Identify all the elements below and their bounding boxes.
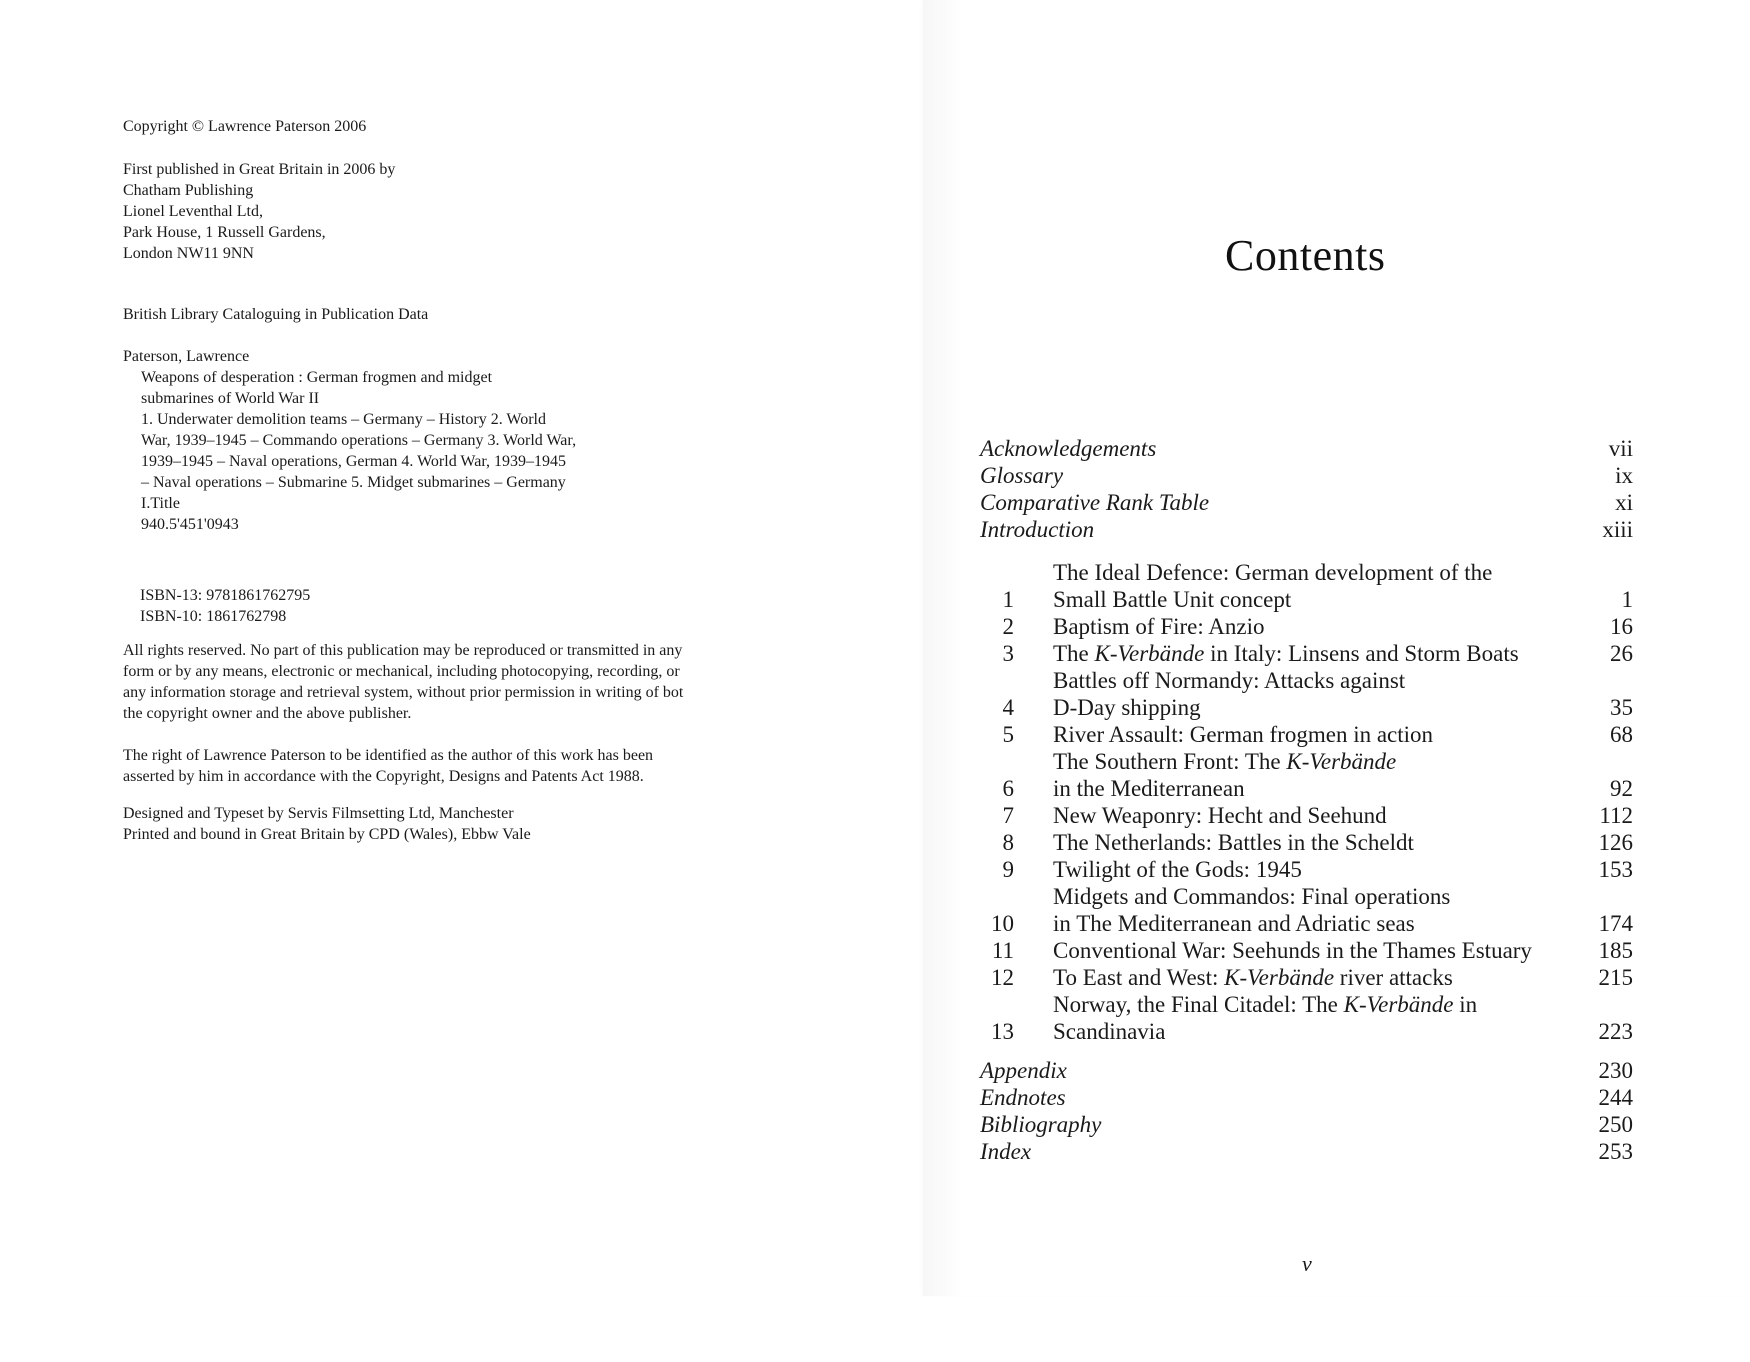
isbn-13: ISBN-13: 9781861762795 bbox=[140, 587, 311, 604]
moral-rights-line: asserted by him in accordance with the Copyright, Designs and Patents Act 1988. bbox=[123, 768, 644, 785]
chapter-number-cell bbox=[980, 856, 1053, 883]
chapter-page: 153 bbox=[1598, 857, 1633, 882]
chapter-number: 5 bbox=[1002, 722, 1014, 747]
chapter-title-text: The Southern Front: The bbox=[1053, 749, 1287, 774]
toc-chapter-8[interactable] bbox=[980, 829, 1633, 856]
chapter-number: 9 bbox=[1002, 857, 1014, 882]
chapter-page: 16 bbox=[1610, 614, 1633, 639]
chapter-number-cell bbox=[980, 775, 1053, 802]
chapter-title-line-1 bbox=[1053, 856, 1573, 883]
cip-line: 940.5'451'0943 bbox=[141, 516, 239, 533]
chapter-title-line-1 bbox=[1053, 883, 1573, 910]
chapter-title bbox=[1053, 559, 1573, 613]
toc-chapter-6[interactable] bbox=[980, 748, 1633, 802]
chapter-title bbox=[1053, 667, 1573, 721]
chapter-title-text: Conventional War: Seehunds in the Thames Estuary bbox=[1053, 938, 1532, 963]
cip-line: – Naval operations – Submarine 5. Midget submarines – Germany bbox=[141, 474, 566, 491]
chapter-title bbox=[1053, 802, 1573, 829]
chapter-title-line-1 bbox=[1053, 667, 1573, 694]
chapter-number: 4 bbox=[1002, 695, 1014, 720]
toc-entry-bibliography[interactable] bbox=[980, 1111, 1633, 1138]
chapter-title-text: in Italy: Linsens and Storm Boats bbox=[1204, 641, 1519, 666]
cip-heading bbox=[123, 304, 428, 325]
toc-entry-title: Index bbox=[980, 1139, 1032, 1164]
chapter-title-line-1 bbox=[1053, 559, 1573, 586]
toc-entry-title: Appendix bbox=[980, 1058, 1067, 1083]
toc-chapter-10[interactable] bbox=[980, 883, 1633, 937]
chapter-title-text: Norway, the Final Citadel: The bbox=[1053, 992, 1344, 1017]
toc-entry-title: Acknowledgements bbox=[980, 436, 1157, 461]
chapter-number: 13 bbox=[991, 1019, 1014, 1044]
chapter-title-emphasis: K-Verbände bbox=[1343, 992, 1454, 1017]
rights-line: the copyright owner and the above publisher. bbox=[123, 705, 412, 722]
cip-line: Weapons of desperation : German frogmen and midget bbox=[141, 369, 493, 386]
chapter-title bbox=[1053, 829, 1573, 856]
chapter-page: 174 bbox=[1598, 911, 1633, 936]
chapter-number-cell bbox=[980, 937, 1053, 964]
chapter-title-line-2: Small Battle Unit concept bbox=[1053, 587, 1292, 612]
chapter-title-text: New Weaponry: Hecht and Seehund bbox=[1053, 803, 1387, 828]
chapter-title bbox=[1053, 964, 1573, 991]
toc-entry-page: ix bbox=[1615, 463, 1633, 488]
chapter-title-line-1 bbox=[1053, 937, 1573, 964]
chapter-page: 112 bbox=[1599, 803, 1633, 828]
chapter-title-text: The Netherlands: Battles in the Scheldt bbox=[1053, 830, 1414, 855]
chapter-page: 68 bbox=[1610, 722, 1633, 747]
chapter-title-text: The bbox=[1053, 641, 1095, 666]
chapter-title-emphasis: K-Verbände bbox=[1224, 965, 1335, 990]
cip-record bbox=[123, 346, 576, 535]
toc-entry-page: 250 bbox=[1598, 1112, 1633, 1137]
chapter-title-line-2: Scandinavia bbox=[1053, 1019, 1166, 1044]
chapter-number-cell bbox=[980, 721, 1053, 748]
chapter-number-cell bbox=[980, 1018, 1053, 1045]
isbn-block bbox=[140, 585, 310, 627]
chapter-number: 1 bbox=[1002, 587, 1014, 612]
toc-entry-page: xiii bbox=[1602, 517, 1633, 542]
chapter-title-text: river attacks bbox=[1334, 965, 1453, 990]
publisher-line: Chatham Publishing bbox=[123, 182, 254, 199]
chapter-page: 223 bbox=[1598, 1019, 1633, 1044]
chapter-title-line-2: in the Mediterranean bbox=[1053, 776, 1245, 801]
cip-line: I.Title bbox=[141, 495, 180, 512]
cip-line: 1939–1945 – Naval operations, German 4. World War, 1939–1945 bbox=[141, 453, 567, 470]
toc-entry-acknowledgements[interactable] bbox=[980, 435, 1633, 462]
toc-entry-page: vii bbox=[1608, 436, 1633, 461]
chapter-title bbox=[1053, 748, 1573, 802]
chapter-title bbox=[1053, 856, 1573, 883]
chapter-title-text: River Assault: German frogmen in action bbox=[1053, 722, 1434, 747]
chapter-title-line-1 bbox=[1053, 748, 1573, 775]
toc-chapters bbox=[980, 559, 1633, 1045]
publisher-line: Park House, 1 Russell Gardens, bbox=[123, 224, 326, 241]
chapter-title-text: Midgets and Commandos: Final operations bbox=[1053, 884, 1451, 909]
rights-line: All rights reserved. No part of this publication may be reproduced or transmitted in any bbox=[123, 642, 683, 659]
chapter-title-text: Battles off Normandy: Attacks against bbox=[1053, 668, 1406, 693]
toc-chapter-12[interactable] bbox=[980, 964, 1633, 991]
chapter-page: 1 bbox=[1621, 587, 1633, 612]
chapter-title-text: To East and West: bbox=[1053, 965, 1225, 990]
chapter-title-line-1 bbox=[1053, 964, 1573, 991]
production-line: Printed and bound in Great Britain by CPD (Wales), Ebbw Vale bbox=[123, 826, 531, 843]
toc-chapter-2[interactable] bbox=[980, 613, 1633, 640]
chapter-title-line-2: D-Day shipping bbox=[1053, 695, 1201, 720]
rights-line: any information storage and retrieval system, without prior permission in writing of bot bbox=[123, 684, 684, 701]
publisher-line: First published in Great Britain in 2006 by bbox=[123, 161, 396, 178]
toc-entry-page: 253 bbox=[1598, 1139, 1633, 1164]
chapter-title-line-1 bbox=[1053, 802, 1573, 829]
cip-line: submarines of World War II bbox=[141, 390, 320, 407]
chapter-number: 12 bbox=[991, 965, 1014, 990]
publisher-line: Lionel Leventhal Ltd, bbox=[123, 203, 263, 220]
chapter-number: 7 bbox=[1002, 803, 1014, 828]
chapter-page: 92 bbox=[1610, 776, 1633, 801]
toc-chapter-5[interactable] bbox=[980, 721, 1633, 748]
chapter-title bbox=[1053, 721, 1573, 748]
production-line: Designed and Typeset by Servis Filmsetting Ltd, Manchester bbox=[123, 805, 514, 822]
chapter-page: 26 bbox=[1610, 641, 1633, 666]
toc-front-matter bbox=[980, 435, 1633, 543]
toc-chapter-7[interactable] bbox=[980, 802, 1633, 829]
chapter-title-emphasis: K-Verbände bbox=[1286, 749, 1397, 774]
copyright-notice bbox=[123, 116, 366, 137]
chapter-title-emphasis: K-Verbände bbox=[1094, 641, 1205, 666]
cip-author: Paterson, Lawrence bbox=[123, 348, 250, 365]
isbn-10: ISBN-10: 1861762798 bbox=[140, 608, 287, 625]
chapter-number-cell bbox=[980, 829, 1053, 856]
chapter-title-line-2: in The Mediterranean and Adriatic seas bbox=[1053, 911, 1415, 936]
toc-entry-glossary[interactable] bbox=[980, 462, 1633, 489]
toc-entry-title: Endnotes bbox=[980, 1085, 1066, 1110]
toc-chapter-13[interactable] bbox=[980, 991, 1633, 1045]
toc-entry-title: Bibliography bbox=[980, 1112, 1102, 1137]
chapter-title-line-1 bbox=[1053, 640, 1573, 667]
chapter-number: 2 bbox=[1002, 614, 1014, 639]
page-title: Contents bbox=[1225, 231, 1386, 280]
toc-entry-comparative-rank-table[interactable] bbox=[980, 489, 1633, 516]
toc-chapter-4[interactable] bbox=[980, 667, 1633, 721]
chapter-title-text: Baptism of Fire: Anzio bbox=[1053, 614, 1265, 639]
chapter-number-cell bbox=[980, 802, 1053, 829]
toc-chapter-3[interactable] bbox=[980, 640, 1633, 667]
chapter-number-cell bbox=[980, 910, 1053, 937]
moral-rights-notice bbox=[123, 745, 763, 787]
chapter-title-text: Twilight of the Gods: 1945 bbox=[1053, 857, 1302, 882]
toc-chapter-11[interactable] bbox=[980, 937, 1633, 964]
chapter-number-cell bbox=[980, 964, 1053, 991]
chapter-title bbox=[1053, 991, 1573, 1045]
production-credits bbox=[123, 803, 763, 845]
toc-entry-title: Introduction bbox=[980, 517, 1095, 542]
chapter-title-line-1 bbox=[1053, 991, 1573, 1018]
chapter-number: 8 bbox=[1002, 830, 1014, 855]
toc-entry-title: Glossary bbox=[980, 463, 1064, 488]
copyright-line: Copyright © Lawrence Paterson 2006 bbox=[123, 118, 367, 135]
toc-entry-page: 230 bbox=[1598, 1058, 1633, 1083]
publisher-line: London NW11 9NN bbox=[123, 245, 254, 262]
toc-entry-title: Comparative Rank Table bbox=[980, 490, 1210, 515]
chapter-number: 6 bbox=[1002, 776, 1014, 801]
cip-line: 1. Underwater demolition teams – Germany – History 2. World bbox=[141, 411, 546, 428]
chapter-number-cell bbox=[980, 640, 1053, 667]
chapter-number: 3 bbox=[1002, 641, 1014, 666]
chapter-page: 35 bbox=[1610, 695, 1633, 720]
chapter-title-text: The Ideal Defence: German development of the bbox=[1053, 560, 1493, 585]
toc-entry-page: xi bbox=[1615, 490, 1633, 515]
chapter-page: 185 bbox=[1598, 938, 1633, 963]
chapter-title bbox=[1053, 883, 1573, 937]
toc-chapter-1[interactable] bbox=[980, 559, 1633, 613]
chapter-title-line-1 bbox=[1053, 613, 1573, 640]
cip-heading-text: British Library Cataloguing in Publication Data bbox=[123, 306, 429, 323]
cip-line: War, 1939–1945 – Commando operations – Germany 3. World War, bbox=[141, 432, 577, 449]
rights-line: form or by any means, electronic or mechanical, including photocopying, recording, or bbox=[123, 663, 680, 680]
toc-back-matter bbox=[980, 1057, 1633, 1165]
chapter-number: 10 bbox=[991, 911, 1014, 936]
page-number: v bbox=[1302, 1251, 1312, 1276]
toc-chapter-9[interactable] bbox=[980, 856, 1633, 883]
toc-entry-page: 244 bbox=[1598, 1085, 1633, 1110]
chapter-title-line-1 bbox=[1053, 829, 1573, 856]
chapter-title-line-1 bbox=[1053, 721, 1573, 748]
chapter-number-cell bbox=[980, 613, 1053, 640]
toc-entry-endnotes[interactable] bbox=[980, 1084, 1633, 1111]
moral-rights-line: The right of Lawrence Paterson to be identified as the author of this work has been bbox=[123, 747, 654, 764]
toc-entry-introduction[interactable] bbox=[980, 516, 1633, 543]
toc-entry-appendix[interactable] bbox=[980, 1057, 1633, 1084]
rights-notice bbox=[123, 640, 763, 724]
chapter-number-cell bbox=[980, 586, 1053, 613]
chapter-number-cell bbox=[980, 694, 1053, 721]
chapter-number: 11 bbox=[991, 938, 1014, 963]
publisher-block bbox=[123, 159, 395, 264]
chapter-title-text: in bbox=[1453, 992, 1478, 1017]
chapter-title bbox=[1053, 613, 1573, 640]
toc-entry-index[interactable] bbox=[980, 1138, 1633, 1165]
chapter-title bbox=[1053, 640, 1573, 667]
chapter-page: 126 bbox=[1598, 830, 1633, 855]
chapter-page: 215 bbox=[1598, 965, 1633, 990]
chapter-title bbox=[1053, 937, 1573, 964]
